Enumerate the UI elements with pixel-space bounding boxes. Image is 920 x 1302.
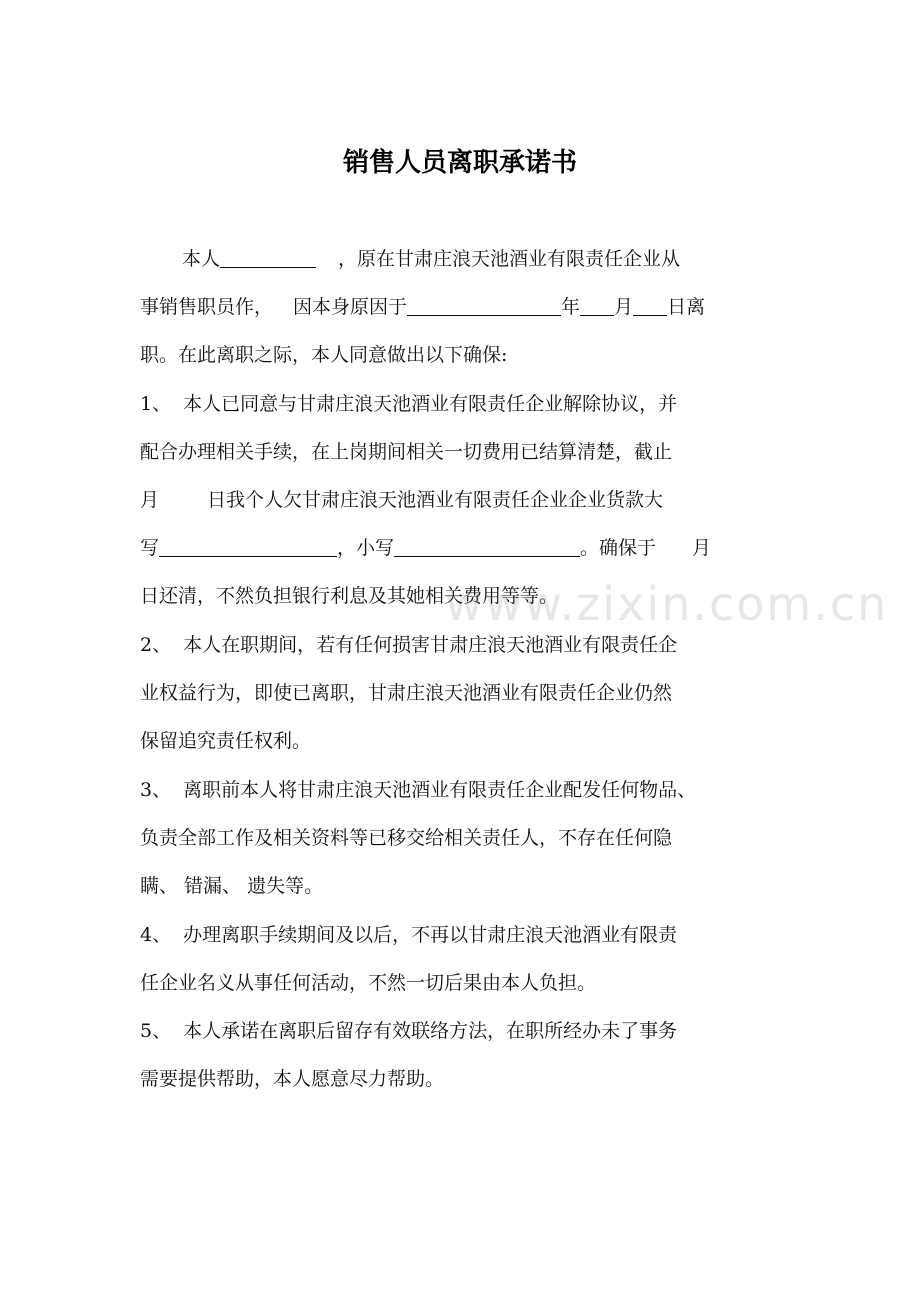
item-4-line-2: 任企业名义从事任何活动，不然一切后果由本人负担。 [140, 972, 597, 994]
item-5-line-2: 需要提供帮助，本人愿意尽力帮助。 [140, 1068, 445, 1090]
month-blank [580, 295, 614, 316]
item-2-line-3: 保留追究责任权利。 [140, 730, 312, 752]
intro-text: 日离 [667, 296, 706, 318]
intro-text: 本人 [182, 248, 221, 270]
item-3-line-2: 负责全部工作及相关资料等已移交给相关责任人，不存在任何隐 [140, 827, 673, 849]
date-blank [407, 295, 561, 316]
item-text: ，小写 [337, 537, 395, 559]
item-2-line-2: 业权益行为，即使已离职，甘肃庄浪天池酒业有限责任企业仍然 [140, 682, 673, 704]
item-3-line-1: 3、 离职前本人将甘肃庄浪天池酒业有限责任企业配发任何物品、 [140, 779, 697, 801]
amount-uppercase-blank [159, 536, 337, 557]
item-5-line-1: 5、 本人承诺在离职后留存有效联络方法，在职所经办未了事务 [140, 1020, 678, 1042]
item-1-line-3 [140, 484, 780, 516]
item-text: 月 [692, 537, 712, 559]
item-text: 。确保于 [580, 537, 657, 559]
item-1-line-5: 日还清，不然负担银行利息及其她相关费用等等。 [140, 585, 559, 607]
day-blank [633, 295, 667, 316]
intro-line-2 [140, 291, 780, 323]
item-2-line-1: 2、 本人在职期间，若有任何损害甘肃庄浪天池酒业有限责任企 [140, 634, 678, 656]
watermark: www.zixin.com.cn [445, 577, 889, 631]
intro-text: ，原在甘肃庄浪天池酒业有限责任企业从 [338, 248, 681, 270]
intro-line-1 [140, 243, 780, 275]
amount-lowercase-blank [394, 536, 580, 557]
name-blank [220, 247, 316, 268]
intro-text: 月 [614, 296, 634, 318]
intro-text: 年 [561, 296, 581, 318]
item-4-line-1: 4、 办理离职手续期间及以后，不再以甘肃庄浪天池酒业有限责 [140, 924, 678, 946]
document-title: 销售人员离职承诺书 [342, 148, 577, 178]
item-1-line-1: 1、 本人已同意与甘肃庄浪天池酒业有限责任企业解除协议，并 [140, 393, 678, 415]
item-3-line-3: 瞒、 错漏、 遗失等。 [140, 875, 324, 897]
intro-text: 事销售职员作， [140, 296, 274, 318]
intro-line-3: 职。在此离职之际，本人同意做出以下确保: [140, 344, 508, 366]
item-text: 写 [140, 537, 160, 559]
item-1-line-2: 配合办理相关手续，在上岗期间相关一切费用已结算清楚，截止 [140, 441, 673, 463]
item-text: 日我个人欠甘肃庄浪天池酒业有限责任企业企业货款大 [207, 489, 664, 511]
intro-text: 因本身原因于 [293, 296, 408, 318]
item-text: 月 [140, 489, 160, 511]
item-1-line-4 [140, 532, 780, 564]
